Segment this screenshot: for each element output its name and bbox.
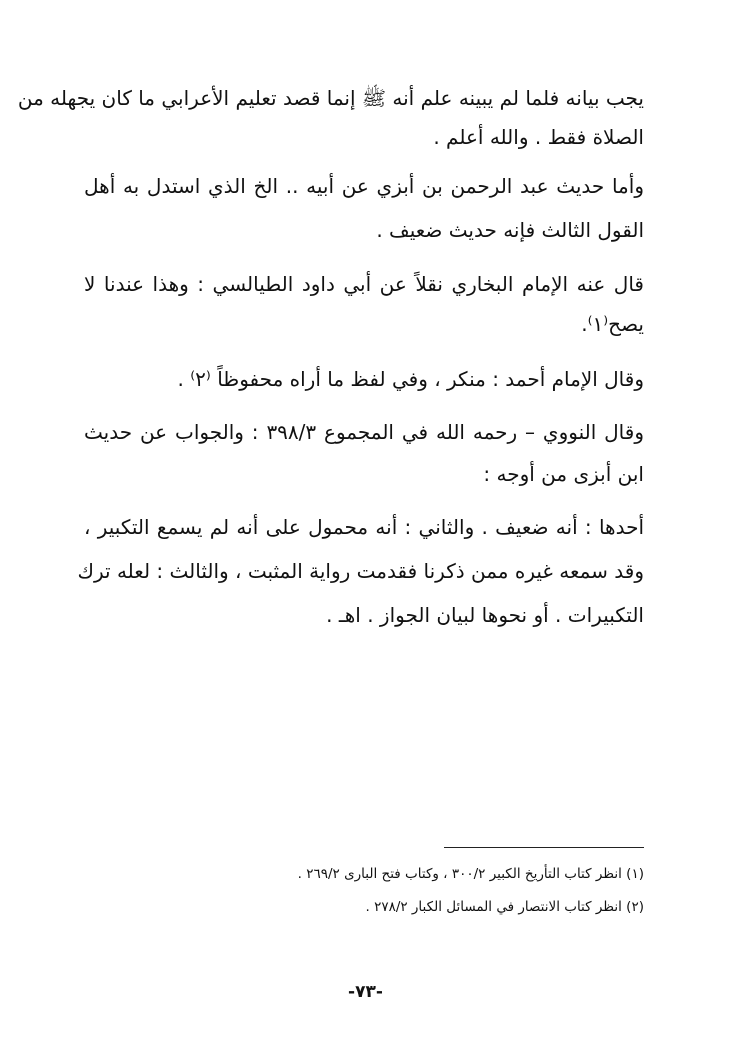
page-number: -٧٣-: [348, 982, 383, 1002]
body-line-6: يصح⁽١⁾.: [581, 312, 644, 336]
footnote-1: (١) انظر كتاب التأريخ الكبير ٣٠٠/٢ ، وكتاب فتح البارى ٢٦٩/٢ .: [297, 866, 644, 882]
footnote-2: (٢) انظر كتاب الانتصار في المسائل الكبار ٢٧٨/٢ .: [365, 899, 644, 915]
body-line-2: الصلاة فقط . والله أعلم .: [433, 125, 644, 149]
body-line-4: القول الثالث فإنه حديث ضعيف .: [376, 218, 644, 242]
body-line-3: وأما حديث عبد الرحمن بن أبزي عن أبيه .. الخ الذي استدل به أهل: [84, 174, 644, 198]
body-line-9: ابن أبزى من أوجه :: [483, 462, 644, 486]
body-line-1: يجب بيانه فلما لم يبينه علم أنه ﷺ إنما قصد تعليم الأعرابي ما كان يجهله من: [17, 86, 644, 110]
body-line-11: وقد سمعه غيره ممن ذكرنا فقدمت رواية المثبت ، والثالث : لعله ترك: [77, 559, 644, 583]
body-line-10: أحدها : أنه ضعيف . والثاني : أنه محمول على أنه لم يسمع التكبير ،: [84, 515, 644, 539]
footnote-divider: [444, 847, 644, 848]
body-line-8: وقال النووي – رحمه الله في المجموع ٣٩٨/٣ : والجواب عن حديث: [84, 420, 644, 444]
body-line-12: التكبيرات . أو نحوها لبيان الجواز . اهـ .: [326, 603, 644, 627]
body-line-5: قال عنه الإمام البخاري نقلاً عن أبي داود الطيالسي : وهذا عندنا لا: [84, 272, 644, 296]
body-line-7: وقال الإمام أحمد : منكر ، وفي لفظ ما أراه محفوظاً ⁽٢⁾ .: [177, 367, 644, 391]
